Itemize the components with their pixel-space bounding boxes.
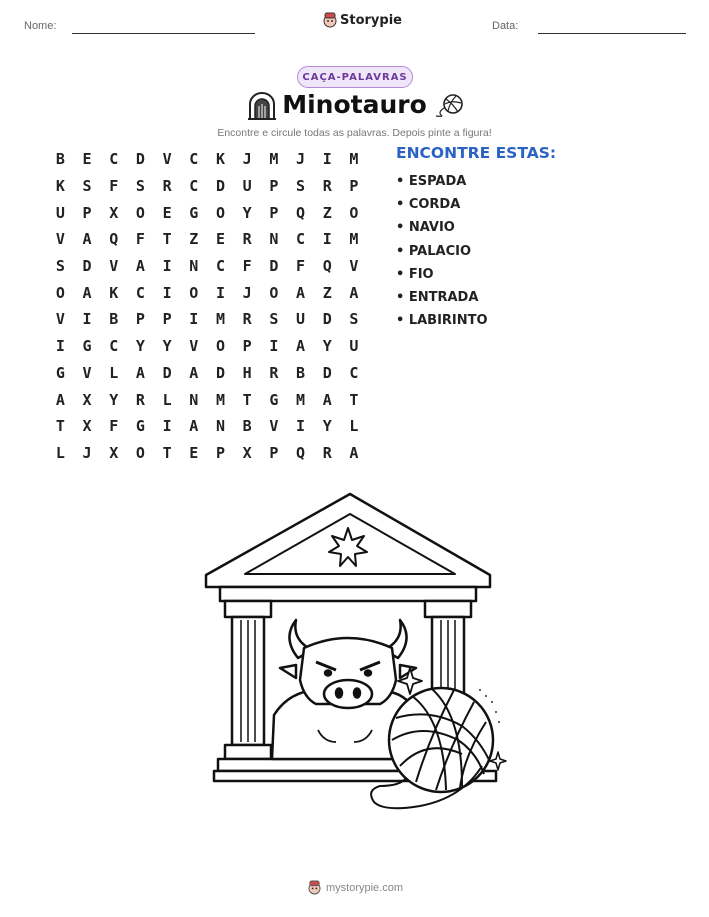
grid-cell[interactable]: X xyxy=(82,390,92,409)
grid-cell[interactable]: A xyxy=(82,283,92,302)
grid-cell[interactable]: I xyxy=(322,230,332,249)
grid-row xyxy=(47,226,367,253)
grid-cell[interactable]: I xyxy=(189,310,199,329)
grid-cell[interactable]: M xyxy=(215,310,225,329)
grid-cell[interactable]: A xyxy=(349,283,359,302)
grid-cell[interactable]: J xyxy=(82,443,92,462)
grid-cell[interactable]: M xyxy=(215,390,225,409)
grid-cell[interactable]: N xyxy=(189,257,199,276)
grid-row xyxy=(47,360,367,387)
grid-row xyxy=(47,306,367,333)
grid-cell[interactable]: A xyxy=(349,443,359,462)
grid-cell[interactable]: A xyxy=(189,363,199,382)
grid-cell[interactable]: T xyxy=(349,390,359,409)
footer xyxy=(308,880,403,895)
grid-cell[interactable]: S xyxy=(296,177,306,196)
grid-cell[interactable]: U xyxy=(349,337,359,356)
grid-cell[interactable]: O xyxy=(55,283,65,302)
grid-cell[interactable]: T xyxy=(162,230,172,249)
word-list-title: ENCONTRE ESTAS: xyxy=(396,144,557,162)
word-item: • PALACIO xyxy=(396,243,472,259)
grid-row xyxy=(47,146,367,173)
grid-cell[interactable]: V xyxy=(162,150,172,169)
grid-cell[interactable]: G xyxy=(55,363,65,382)
grid-cell[interactable]: R xyxy=(322,177,332,196)
grid-cell[interactable]: M xyxy=(349,150,359,169)
grid-cell[interactable]: A xyxy=(296,283,306,302)
name-label: Nome: xyxy=(24,20,57,32)
grid-cell[interactable]: I xyxy=(296,417,306,436)
footer-url[interactable]: mystorypie.com xyxy=(326,881,404,894)
grid-cell[interactable]: B xyxy=(55,150,65,169)
grid-cell[interactable]: P xyxy=(215,443,225,462)
grid-cell[interactable]: Y xyxy=(162,337,172,356)
grid-cell[interactable]: Q xyxy=(296,443,306,462)
storypie-mascot-icon xyxy=(308,880,321,895)
grid-cell[interactable]: G xyxy=(189,203,199,222)
grid-cell[interactable]: J xyxy=(296,150,306,169)
grid-cell[interactable]: V xyxy=(55,230,65,249)
grid-cell[interactable]: R xyxy=(242,230,252,249)
grid-cell[interactable]: I xyxy=(162,283,172,302)
grid-cell[interactable]: T xyxy=(242,390,252,409)
grid-cell[interactable]: H xyxy=(242,363,252,382)
grid-cell[interactable]: B xyxy=(296,363,306,382)
grid-cell[interactable]: O xyxy=(215,337,225,356)
word-item: • FIO xyxy=(396,266,434,282)
grid-cell[interactable]: P xyxy=(269,203,279,222)
grid-cell[interactable]: Z xyxy=(189,230,199,249)
grid-cell[interactable]: P xyxy=(349,177,359,196)
grid-cell[interactable]: E xyxy=(189,443,199,462)
grid-cell[interactable]: D xyxy=(162,363,172,382)
grid-cell[interactable]: I xyxy=(82,310,92,329)
grid-cell[interactable]: X xyxy=(82,417,92,436)
grid-cell[interactable]: Q xyxy=(296,203,306,222)
grid-cell[interactable]: N xyxy=(189,390,199,409)
grid-cell[interactable]: X xyxy=(109,443,119,462)
grid-cell[interactable]: C xyxy=(109,150,119,169)
storypie-mascot-icon xyxy=(323,12,337,28)
grid-cell[interactable]: K xyxy=(55,177,65,196)
grid-cell[interactable]: M xyxy=(296,390,306,409)
grid-cell[interactable]: G xyxy=(82,337,92,356)
grid-cell[interactable]: P xyxy=(162,310,172,329)
grid-cell[interactable]: V xyxy=(349,257,359,276)
grid-cell[interactable]: I xyxy=(55,337,65,356)
grid-cell[interactable]: L xyxy=(162,390,172,409)
grid-cell[interactable]: D xyxy=(322,310,332,329)
grid-cell[interactable]: D xyxy=(269,257,279,276)
grid-cell[interactable]: M xyxy=(269,150,279,169)
grid-cell[interactable]: D xyxy=(82,257,92,276)
instructions: Encontre e circule todas as palavras. Depois pinte a figura! xyxy=(217,127,492,139)
grid-cell[interactable]: V xyxy=(55,310,65,329)
grid-cell[interactable]: K xyxy=(215,150,225,169)
yarn-ball-icon xyxy=(434,94,464,118)
grid-cell[interactable]: K xyxy=(109,283,119,302)
grid-cell[interactable]: S xyxy=(82,177,92,196)
grid-cell[interactable]: O xyxy=(189,283,199,302)
grid-cell[interactable]: F xyxy=(109,177,119,196)
date-line[interactable] xyxy=(538,33,686,34)
grid-cell[interactable]: U xyxy=(296,310,306,329)
sparkle-icon xyxy=(490,752,506,770)
grid-cell[interactable]: S xyxy=(349,310,359,329)
page-title: Minotauro xyxy=(282,90,427,119)
grid-cell[interactable]: A xyxy=(135,257,145,276)
grid-cell[interactable]: Y xyxy=(322,337,332,356)
grid-cell[interactable]: O xyxy=(135,203,145,222)
grid-cell[interactable]: P xyxy=(269,177,279,196)
grid-cell[interactable]: L xyxy=(55,443,65,462)
grid-cell[interactable]: N xyxy=(215,417,225,436)
grid-cell[interactable]: P xyxy=(269,443,279,462)
grid-cell[interactable]: N xyxy=(269,230,279,249)
brand-name: Storypie xyxy=(340,12,402,28)
date-label: Data: xyxy=(492,20,519,32)
word-item: • ESPADA xyxy=(396,174,467,190)
grid-row xyxy=(47,440,367,467)
activity-badge: CAÇA-PALAVRAS xyxy=(297,66,413,88)
grid-cell[interactable]: B xyxy=(109,310,119,329)
grid-cell[interactable]: G xyxy=(135,417,145,436)
grid-cell[interactable]: Z xyxy=(322,283,332,302)
grid-row xyxy=(47,173,367,200)
grid-cell[interactable]: V xyxy=(269,417,279,436)
grid-cell[interactable]: L xyxy=(109,363,119,382)
word-item: • LABIRINTO xyxy=(396,313,488,329)
grid-row xyxy=(47,413,367,440)
grid-row xyxy=(47,253,367,280)
grid-cell[interactable]: A xyxy=(322,390,332,409)
grid-cell[interactable]: R xyxy=(242,310,252,329)
grid-cell[interactable]: Y xyxy=(242,203,252,222)
grid-cell[interactable]: J xyxy=(242,283,252,302)
grid-cell[interactable]: C xyxy=(215,257,225,276)
grid-cell[interactable]: I xyxy=(269,337,279,356)
grid-cell[interactable]: I xyxy=(215,283,225,302)
grid-cell[interactable]: Y xyxy=(135,337,145,356)
grid-cell[interactable]: D xyxy=(215,177,225,196)
word-item: • ENTRADA xyxy=(396,290,479,306)
grid-cell[interactable]: T xyxy=(162,443,172,462)
grid-cell[interactable]: A xyxy=(189,417,199,436)
grid-cell[interactable]: B xyxy=(242,417,252,436)
grid-cell[interactable]: T xyxy=(55,417,65,436)
grid-cell[interactable]: I xyxy=(322,150,332,169)
word-search-grid[interactable] xyxy=(47,146,367,466)
word-item: • NAVIO xyxy=(396,220,455,236)
grid-cell[interactable]: O xyxy=(215,203,225,222)
grid-cell[interactable]: P xyxy=(82,203,92,222)
grid-cell[interactable]: C xyxy=(296,230,306,249)
grid-cell[interactable]: P xyxy=(242,337,252,356)
grid-cell[interactable]: A xyxy=(135,363,145,382)
grid-cell[interactable]: Y xyxy=(322,417,332,436)
grid-cell[interactable]: F xyxy=(296,257,306,276)
grid-cell[interactable]: C xyxy=(189,150,199,169)
grid-cell[interactable]: S xyxy=(55,257,65,276)
grid-cell[interactable]: Z xyxy=(322,203,332,222)
grid-cell[interactable]: I xyxy=(162,417,172,436)
grid-row xyxy=(47,386,367,413)
grid-cell[interactable]: C xyxy=(189,177,199,196)
grid-cell[interactable]: S xyxy=(135,177,145,196)
grid-cell[interactable]: R xyxy=(162,177,172,196)
grid-cell[interactable]: V xyxy=(82,363,92,382)
grid-cell[interactable]: J xyxy=(242,150,252,169)
grid-cell[interactable]: E xyxy=(215,230,225,249)
grid-cell[interactable]: V xyxy=(109,257,119,276)
grid-cell[interactable]: D xyxy=(135,150,145,169)
word-item: • CORDA xyxy=(396,197,461,213)
grid-cell[interactable]: G xyxy=(269,390,279,409)
grid-row xyxy=(47,199,367,226)
brand-logo xyxy=(323,12,402,28)
grid-cell[interactable]: V xyxy=(189,337,199,356)
grid-cell[interactable]: D xyxy=(215,363,225,382)
grid-cell[interactable]: F xyxy=(242,257,252,276)
grid-cell[interactable]: F xyxy=(109,417,119,436)
grid-cell[interactable]: O xyxy=(269,283,279,302)
grid-cell[interactable]: I xyxy=(162,257,172,276)
grid-cell[interactable]: A xyxy=(82,230,92,249)
minotaur-temple-illustration xyxy=(200,490,510,820)
grid-cell[interactable]: Q xyxy=(109,230,119,249)
grid-cell[interactable]: Y xyxy=(109,390,119,409)
grid-cell[interactable]: X xyxy=(109,203,119,222)
grid-cell[interactable]: R xyxy=(322,443,332,462)
grid-cell[interactable]: O xyxy=(349,203,359,222)
grid-cell[interactable]: C xyxy=(109,337,119,356)
grid-cell[interactable]: R xyxy=(135,390,145,409)
grid-cell[interactable]: X xyxy=(242,443,252,462)
grid-cell[interactable]: U xyxy=(242,177,252,196)
grid-cell[interactable]: Q xyxy=(322,257,332,276)
grid-cell[interactable]: E xyxy=(162,203,172,222)
grid-cell[interactable]: C xyxy=(135,283,145,302)
grid-cell[interactable]: A xyxy=(55,390,65,409)
grid-cell[interactable]: D xyxy=(322,363,332,382)
grid-cell[interactable]: F xyxy=(135,230,145,249)
grid-row xyxy=(47,333,367,360)
grid-cell[interactable]: P xyxy=(135,310,145,329)
grid-cell[interactable]: O xyxy=(135,443,145,462)
grid-row xyxy=(47,279,367,306)
grid-cell[interactable]: E xyxy=(82,150,92,169)
grid-cell[interactable]: U xyxy=(55,203,65,222)
word-list xyxy=(396,170,488,332)
grid-cell[interactable]: M xyxy=(349,230,359,249)
grid-cell[interactable]: S xyxy=(269,310,279,329)
grid-cell[interactable]: R xyxy=(269,363,279,382)
grid-cell[interactable]: L xyxy=(349,417,359,436)
grid-cell[interactable]: C xyxy=(349,363,359,382)
grid-cell[interactable]: A xyxy=(296,337,306,356)
name-line[interactable] xyxy=(72,33,255,34)
